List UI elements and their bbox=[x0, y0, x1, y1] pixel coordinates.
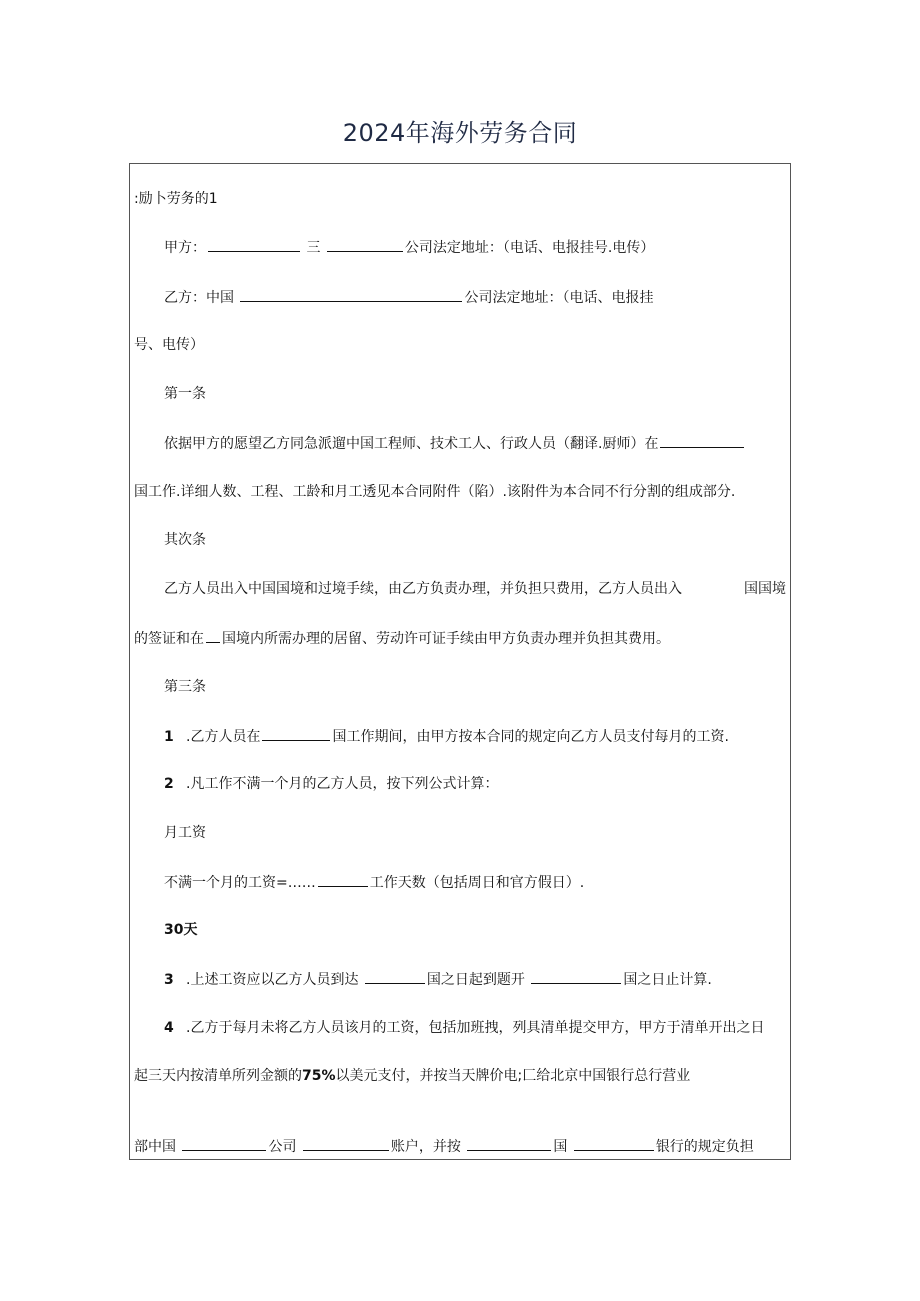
article-1-text-cont: 国工作.详细人数、工程、工龄和月工透见本合同附件（陷）.该附件为本合同不行分割的组成部分. bbox=[134, 484, 736, 500]
article-2-text-cont: 的签证和在 国境内所需办理的居留、劳动许可证手续由甲方负责办理并负担其费用。 bbox=[134, 628, 670, 649]
party-b-line: 乙方：中国 公司法定地址：（电话、电报挂 bbox=[164, 287, 653, 308]
article-2-heading: 其次条 bbox=[164, 532, 206, 548]
article-3-item-1: 1 .乙方人员在 国工作期间，由甲方按本合同的规定向乙方人员支付每月的工资. bbox=[164, 726, 729, 747]
header-line: :励卜劳务的1 bbox=[134, 191, 218, 207]
party-a-line: 甲方： 三 公司法定地址：（电话、电报挂号.电传） bbox=[164, 237, 654, 258]
article-2-text-end: 国国境 bbox=[744, 581, 786, 597]
article-3-item-4-cont-2: 部中国 公司 账户，并按 国 银行的规定负担 bbox=[134, 1136, 754, 1157]
contract-frame bbox=[129, 163, 791, 1160]
article-3-item-4: 4 .乙方于每月未将乙方人员该月的工资，包括加班拽，列具清单提交甲方，甲方于清单开出之日 bbox=[164, 1020, 765, 1036]
article-1-heading: 第一条 bbox=[164, 386, 206, 402]
party-b-line-cont: 号、电传） bbox=[134, 337, 204, 353]
formula-line: 不满一个月的工资=…… 工作天数（包括周日和官方假日）. bbox=[164, 872, 584, 893]
article-3-heading: 第三条 bbox=[164, 679, 206, 695]
article-2-text: 乙方人员出入中国国境和过境手续，由乙方负责办理，并负担只费用，乙方人员出入 bbox=[164, 581, 682, 597]
document-title: 2024年海外劳务合同 bbox=[342, 119, 578, 147]
article-3-item-2: 2 .凡工作不满一个月的乙方人员，按下列公式计算： bbox=[164, 776, 499, 792]
article-1-text: 依据甲方的愿望乙方同急派遛中国工程师、技术工人、行政人员（翻译.厨师）在 bbox=[164, 433, 746, 454]
formula-numerator: 月工资 bbox=[164, 825, 206, 841]
article-3-item-3: 3 .上述工资应以乙方人员到达 国之日起到题开 国之日止计算. bbox=[164, 969, 712, 990]
article-3-item-4-cont: 起三天内按清单所列金额的75%以美元支付，并按当天牌价电;匚给北京中国银行总行营业 bbox=[134, 1068, 691, 1084]
formula-denominator: 30天 bbox=[164, 922, 198, 938]
